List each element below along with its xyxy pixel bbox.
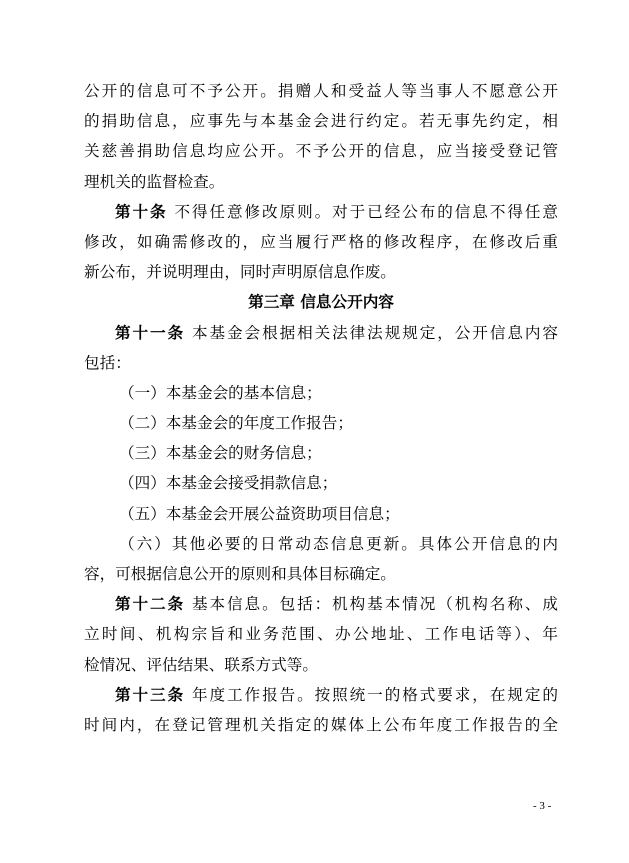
article-12-line-3: 检情况、评估结果、联系方式等。 (84, 655, 318, 674)
list-item: （六）其他必要的日常动态信息更新。具体公开信息的内 (119, 534, 558, 553)
list-item-continuation: 容，可根据信息公开的原则和具体目标确定。 (84, 565, 396, 583)
article-11-line-2: 包括： (84, 353, 131, 372)
article-12-line-2: 立时间、机构宗旨和业务范围、办公地址、工作电话等）、年 (84, 625, 558, 644)
paragraph-line: 公开的信息可不予公开。捐赠人和受益人等当事人不愿意公开 (84, 82, 558, 100)
list-item: （四）本基金会接受捐款信息； (119, 474, 338, 493)
article-13-line-1 (84, 680, 558, 710)
article-13-text: 年度工作报告。按照统一的格式要求，在规定的 (191, 685, 558, 704)
article-12-line-1 (84, 589, 558, 619)
list-item: （二）本基金会的年度工作报告； (119, 414, 353, 433)
article-10-label: 第十条 (115, 202, 168, 221)
article-13-line-2: 时间内，在登记管理机关指定的媒体上公布年度工作报告的全 (84, 715, 558, 734)
article-10-line-1 (84, 197, 558, 227)
article-10-line-2: 修改，如确需修改的，应当履行严格的修改程序，在修改后重 (84, 232, 558, 251)
chapter-3-heading: 第三章 信息公开内容 (248, 293, 394, 312)
paragraph-line: 关慈善捐助信息均应公开。不予公开的信息，应当接受登记管 (84, 142, 558, 161)
article-11-text: 本基金会根据相关法律法规规定，公开信息内容 (191, 323, 558, 342)
list-item: （五）本基金会开展公益资助项目信息； (119, 504, 400, 523)
list-item: （一）本基金会的基本信息； (119, 383, 322, 402)
article-11-label: 第十一条 (115, 323, 186, 342)
article-11-line-1 (84, 318, 558, 348)
page-number: - 3 - (533, 800, 552, 812)
list-item: （三）本基金会的财务信息； (119, 444, 322, 463)
article-10-text: 不得任意修改原则。对于已经公布的信息不得任意 (174, 202, 558, 221)
paragraph-line: 理机关的监督检查。 (84, 172, 225, 191)
article-13-label: 第十三条 (115, 685, 186, 704)
article-12-label: 第十二条 (115, 595, 186, 614)
document-body (84, 76, 558, 740)
article-10-line-3: 新公布，并说明理由，同时声明原信息作废。 (84, 263, 396, 282)
article-12-text: 基本信息。包括：机构基本情况（机构名称、成 (191, 595, 558, 614)
paragraph-line: 的捐助信息，应事先与本基金会进行约定。若无事先约定，相 (84, 112, 558, 131)
